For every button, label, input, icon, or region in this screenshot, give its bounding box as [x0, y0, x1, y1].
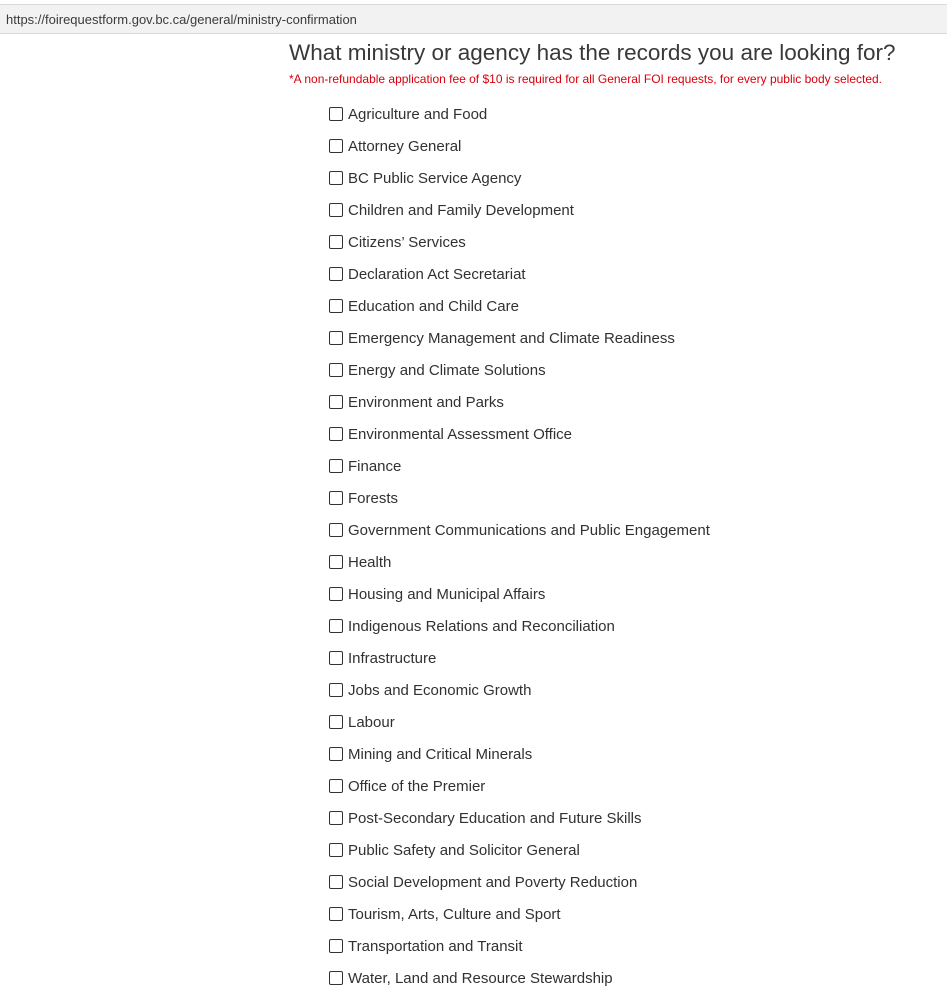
- checkbox[interactable]: [329, 459, 343, 473]
- ministry-label[interactable]: Children and Family Development: [348, 202, 574, 219]
- ministry-label[interactable]: Health: [348, 554, 392, 571]
- ministry-label[interactable]: Social Development and Poverty Reduction: [348, 874, 638, 891]
- ministry-option[interactable]: [329, 138, 710, 170]
- checkbox[interactable]: [329, 875, 343, 889]
- ministry-label[interactable]: Emergency Management and Climate Readiness: [348, 330, 675, 347]
- ministry-option[interactable]: [329, 906, 710, 938]
- checkbox[interactable]: [329, 395, 343, 409]
- ministry-option[interactable]: [329, 970, 710, 1002]
- checkbox[interactable]: [329, 619, 343, 633]
- ministry-label[interactable]: Office of the Premier: [348, 778, 486, 795]
- ministry-label[interactable]: Tourism, Arts, Culture and Sport: [348, 906, 561, 923]
- ministry-label[interactable]: Post-Secondary Education and Future Skills: [348, 810, 642, 827]
- ministry-checkbox-list: [329, 106, 710, 1002]
- ministry-option[interactable]: [329, 586, 710, 618]
- ministry-option[interactable]: [329, 714, 710, 746]
- ministry-option[interactable]: [329, 842, 710, 874]
- checkbox[interactable]: [329, 235, 343, 249]
- ministry-option[interactable]: [329, 170, 710, 202]
- ministry-option[interactable]: [329, 874, 710, 906]
- fee-notice: *A non-refundable application fee of $10 is required for all General FOI requests, for every public body selected.: [289, 72, 883, 86]
- ministry-option[interactable]: [329, 778, 710, 810]
- ministry-label[interactable]: Education and Child Care: [348, 298, 519, 315]
- checkbox[interactable]: [329, 171, 343, 185]
- ministry-option[interactable]: [329, 522, 710, 554]
- ministry-label[interactable]: Mining and Critical Minerals: [348, 746, 533, 763]
- checkbox[interactable]: [329, 779, 343, 793]
- address-bar[interactable]: [0, 4, 947, 34]
- ministry-label[interactable]: Public Safety and Solicitor General: [348, 842, 580, 859]
- ministry-option[interactable]: [329, 746, 710, 778]
- page-title: What ministry or agency has the records you are looking for?: [289, 40, 896, 65]
- ministry-option[interactable]: [329, 554, 710, 586]
- ministry-label[interactable]: Labour: [348, 714, 395, 731]
- checkbox[interactable]: [329, 523, 343, 537]
- ministry-option[interactable]: [329, 234, 710, 266]
- ministry-label[interactable]: Transportation and Transit: [348, 938, 523, 955]
- checkbox[interactable]: [329, 299, 343, 313]
- ministry-label[interactable]: Finance: [348, 458, 402, 475]
- ministry-label[interactable]: Indigenous Relations and Reconciliation: [348, 618, 615, 635]
- checkbox[interactable]: [329, 939, 343, 953]
- checkbox[interactable]: [329, 651, 343, 665]
- ministry-option[interactable]: [329, 394, 710, 426]
- checkbox[interactable]: [329, 491, 343, 505]
- ministry-option[interactable]: [329, 458, 710, 490]
- ministry-label[interactable]: Jobs and Economic Growth: [348, 682, 532, 699]
- ministry-option[interactable]: [329, 650, 710, 682]
- ministry-label[interactable]: Forests: [348, 490, 399, 507]
- ministry-label[interactable]: Declaration Act Secretariat: [348, 266, 526, 283]
- ministry-label[interactable]: Government Communications and Public Engagement: [348, 522, 710, 539]
- checkbox[interactable]: [329, 907, 343, 921]
- ministry-label[interactable]: Energy and Climate Solutions: [348, 362, 546, 379]
- checkbox[interactable]: [329, 747, 343, 761]
- ministry-label[interactable]: Environment and Parks: [348, 394, 504, 411]
- checkbox[interactable]: [329, 267, 343, 281]
- ministry-option[interactable]: [329, 490, 710, 522]
- ministry-label[interactable]: Citizens’ Services: [348, 234, 466, 251]
- checkbox[interactable]: [329, 587, 343, 601]
- ministry-label[interactable]: BC Public Service Agency: [348, 170, 522, 187]
- checkbox[interactable]: [329, 811, 343, 825]
- ministry-option[interactable]: [329, 362, 710, 394]
- ministry-option[interactable]: [329, 106, 710, 138]
- checkbox[interactable]: [329, 715, 343, 729]
- ministry-label[interactable]: Infrastructure: [348, 650, 437, 667]
- ministry-option[interactable]: [329, 202, 710, 234]
- checkbox[interactable]: [329, 683, 343, 697]
- ministry-label[interactable]: Agriculture and Food: [348, 106, 488, 123]
- ministry-label[interactable]: Water, Land and Resource Stewardship: [348, 970, 613, 987]
- checkbox[interactable]: [329, 203, 343, 217]
- ministry-label[interactable]: Housing and Municipal Affairs: [348, 586, 546, 603]
- ministry-option[interactable]: [329, 298, 710, 330]
- checkbox[interactable]: [329, 363, 343, 377]
- checkbox[interactable]: [329, 331, 343, 345]
- checkbox[interactable]: [329, 555, 343, 569]
- ministry-selection-form: [289, 38, 947, 987]
- ministry-option[interactable]: [329, 938, 710, 970]
- checkbox[interactable]: [329, 107, 343, 121]
- ministry-option[interactable]: [329, 330, 710, 362]
- checkbox[interactable]: [329, 843, 343, 857]
- ministry-option[interactable]: [329, 426, 710, 458]
- checkbox[interactable]: [329, 427, 343, 441]
- ministry-option[interactable]: [329, 682, 710, 714]
- ministry-label[interactable]: Attorney General: [348, 138, 462, 155]
- ministry-option[interactable]: [329, 266, 710, 298]
- checkbox[interactable]: [329, 971, 343, 985]
- url-text[interactable]: https://foirequestform.gov.bc.ca/general/ministry-confirmation: [6, 12, 357, 27]
- ministry-option[interactable]: [329, 618, 710, 650]
- checkbox[interactable]: [329, 139, 343, 153]
- ministry-option[interactable]: [329, 810, 710, 842]
- ministry-label[interactable]: Environmental Assessment Office: [348, 426, 572, 443]
